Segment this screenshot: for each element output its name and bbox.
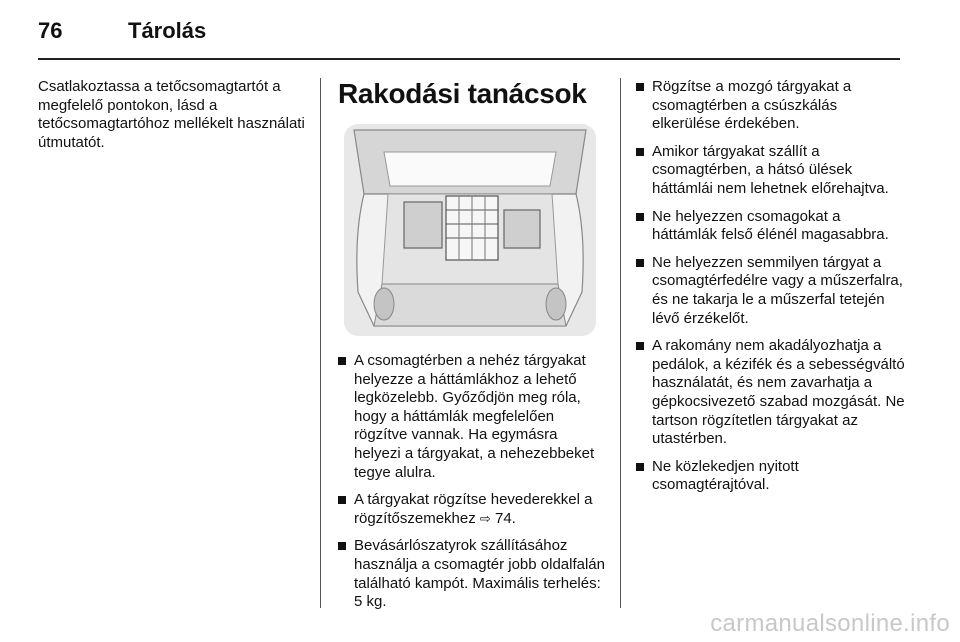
chapter-title: Tárolás (128, 18, 207, 43)
roof-rack-paragraph: Csatlakoztassa a tetőcsomagtartót a megfelelő pontokon, lásd a tetőcsomagtartóhoz mellékelt használati útmutatót. (38, 78, 305, 151)
watermark: carmanualsonline.info (710, 610, 950, 637)
page-header (38, 18, 918, 48)
safety-tips-list (636, 78, 908, 495)
list-item: Amikor tárgyakat szállít a csomagtérben, a hátsó ülések háttámlái nem lehetnek előrehajtva. (636, 143, 908, 199)
column-left (38, 78, 308, 152)
list-item: Ne közlekedjen nyitott csomagtérajtóval. (636, 458, 908, 495)
column-divider-2 (620, 78, 621, 608)
trunk-loading-illustration (344, 124, 596, 336)
header-rule (38, 58, 900, 60)
list-item: Rögzítse a mozgó tárgyakat a csomagtérben a csúszkálás elkerülése érdekében. (636, 78, 908, 134)
section-heading: Rakodási tanácsok (338, 78, 587, 109)
list-item: Ne helyezzen semmilyen tárgyat a csomagtérfedélre vagy a műszerfalra, és ne takarja le a műszerfal tetején lévő érzékelőt. (636, 254, 908, 328)
page-reference-arrow-icon: ⇨ (479, 510, 491, 526)
list-item: Ne helyezzen csomagokat a háttámlák felső élénél magasabbra. (636, 208, 908, 245)
list-item: A rakomány nem akadályozhatja a pedálok, a kézifék és a sebességváltó használatát, és nem zavarhatja a gépkocsivezető szabad mozgását. Ne tartson rögzítetlen tárgyakat az utastérben. (636, 337, 908, 449)
list-item: Bevásárlószatyrok szállításához használja a csomagtér jobb oldalfalán található kampót. Maximális terhelés: 5 kg. (338, 537, 608, 611)
page-number: 76 (38, 18, 63, 43)
list-item: A csomagtérben a nehéz tárgyakat helyezze a háttámlákhoz a lehető legközelebb. Győződjön meg róla, hogy a háttámlák megfelelően rögzítve vannak. Ha egymásra helyezi a tárgyakat, a nehezebbeket tegye alulra. (338, 352, 608, 482)
column-middle (338, 78, 608, 621)
page-reference-link[interactable]: 74. (494, 509, 516, 527)
loading-tips-list (338, 352, 608, 612)
list-item (338, 491, 608, 528)
list-item-text: A tárgyakat rögzítse hevederekkel a rögzítőszemekhez (354, 491, 593, 527)
column-right (636, 78, 908, 504)
column-divider-1 (320, 78, 321, 608)
